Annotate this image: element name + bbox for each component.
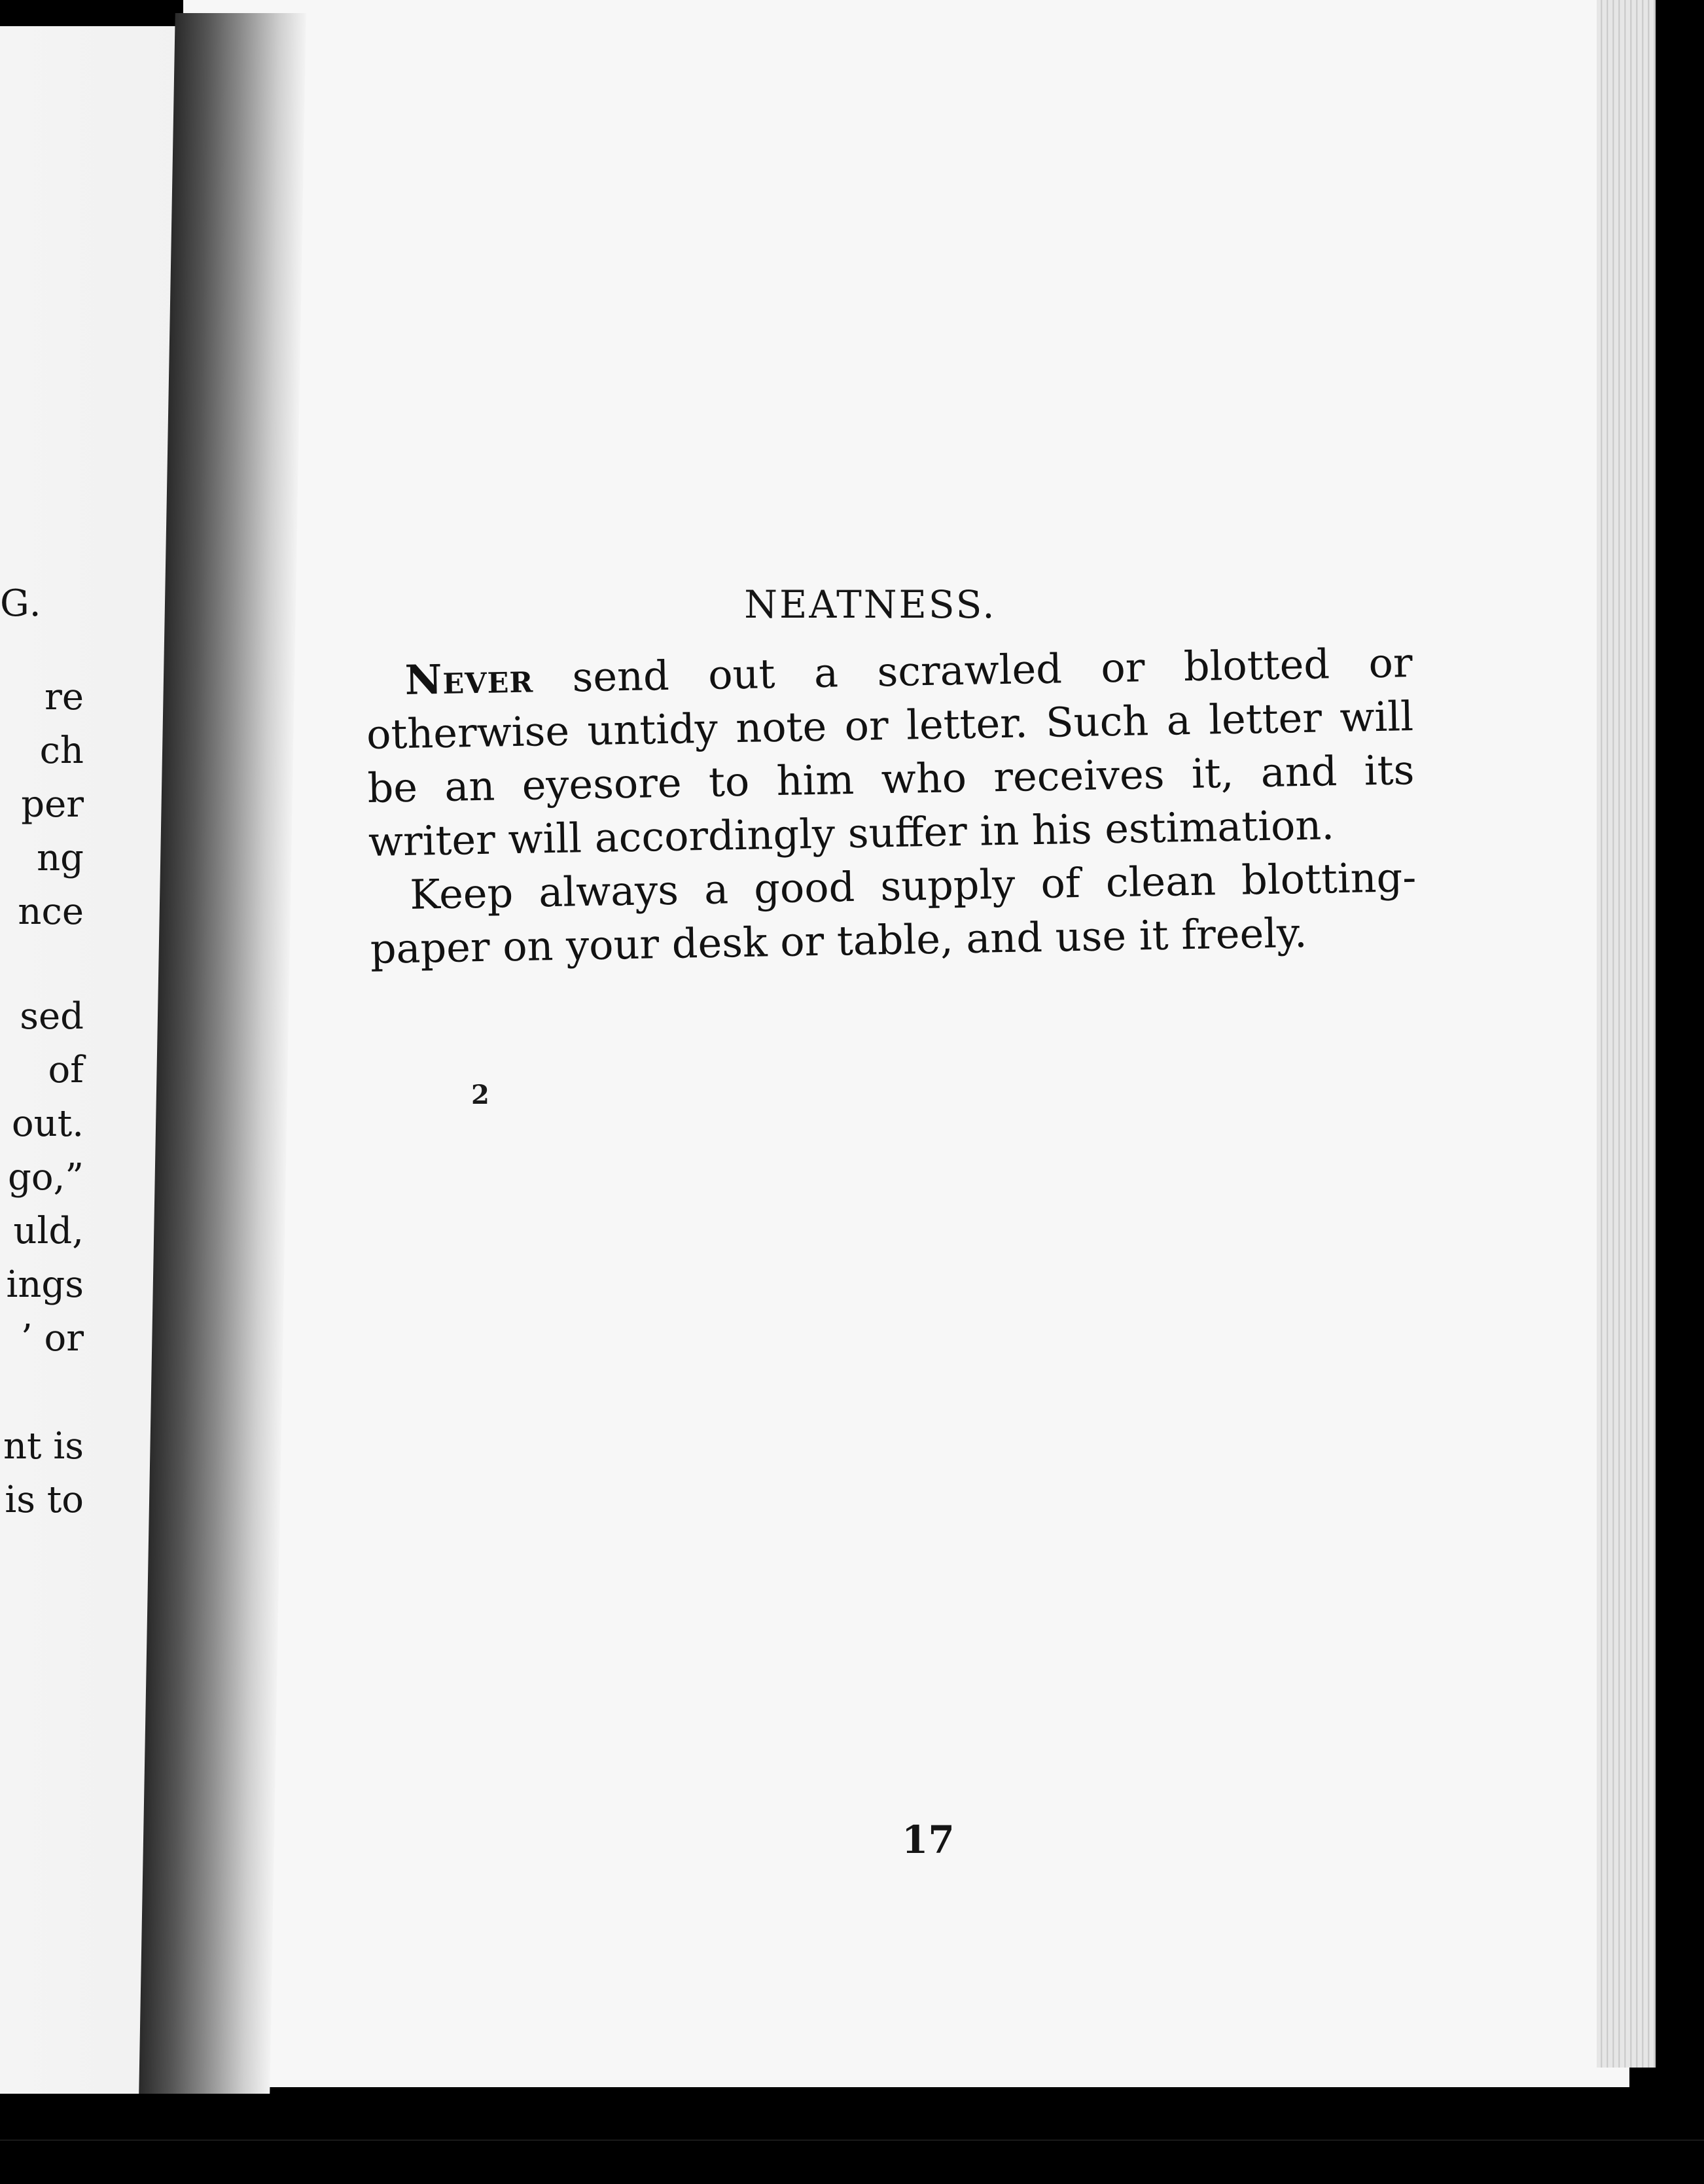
page-number: 17 (902, 1818, 955, 1862)
left-page-line: nt is (3, 1425, 84, 1468)
left-page-heading: G. (0, 582, 43, 625)
left-page-line: per (21, 783, 84, 826)
section-title: NEATNESS. (744, 582, 997, 627)
paragraph: Keep always a good supply of clean blotting-paper on your desk or table, and use it freely. (370, 853, 1417, 973)
left-page-line: uld, (13, 1210, 84, 1252)
left-page-line: re (44, 676, 84, 718)
lead-word: Never (404, 654, 534, 704)
left-page-line: out. (11, 1102, 84, 1145)
signature-mark: 2 (471, 1080, 489, 1110)
page-edge (1597, 0, 1656, 2068)
body-text (365, 636, 1417, 976)
left-page-line: ings (6, 1263, 84, 1306)
left-page-line: nce (18, 890, 84, 933)
left-page-line: go,” (8, 1156, 84, 1199)
left-page-line: ’ or (20, 1317, 84, 1360)
left-page-line: ch (39, 730, 84, 772)
bottom-band (0, 2140, 1704, 2184)
left-page-line: sed (20, 995, 84, 1038)
paragraph (365, 636, 1415, 869)
paragraph-text: send out a scrawled or blotted or otherwise untidy note or letter. Such a letter will be an eyesore to him who receives it, and its writer will accordingly suffer in his estimation. (366, 639, 1415, 866)
left-page-line: of (48, 1049, 84, 1091)
left-page-line: is to (5, 1479, 84, 1521)
left-page-line: ng (37, 837, 84, 879)
right-page (183, 0, 1629, 2087)
